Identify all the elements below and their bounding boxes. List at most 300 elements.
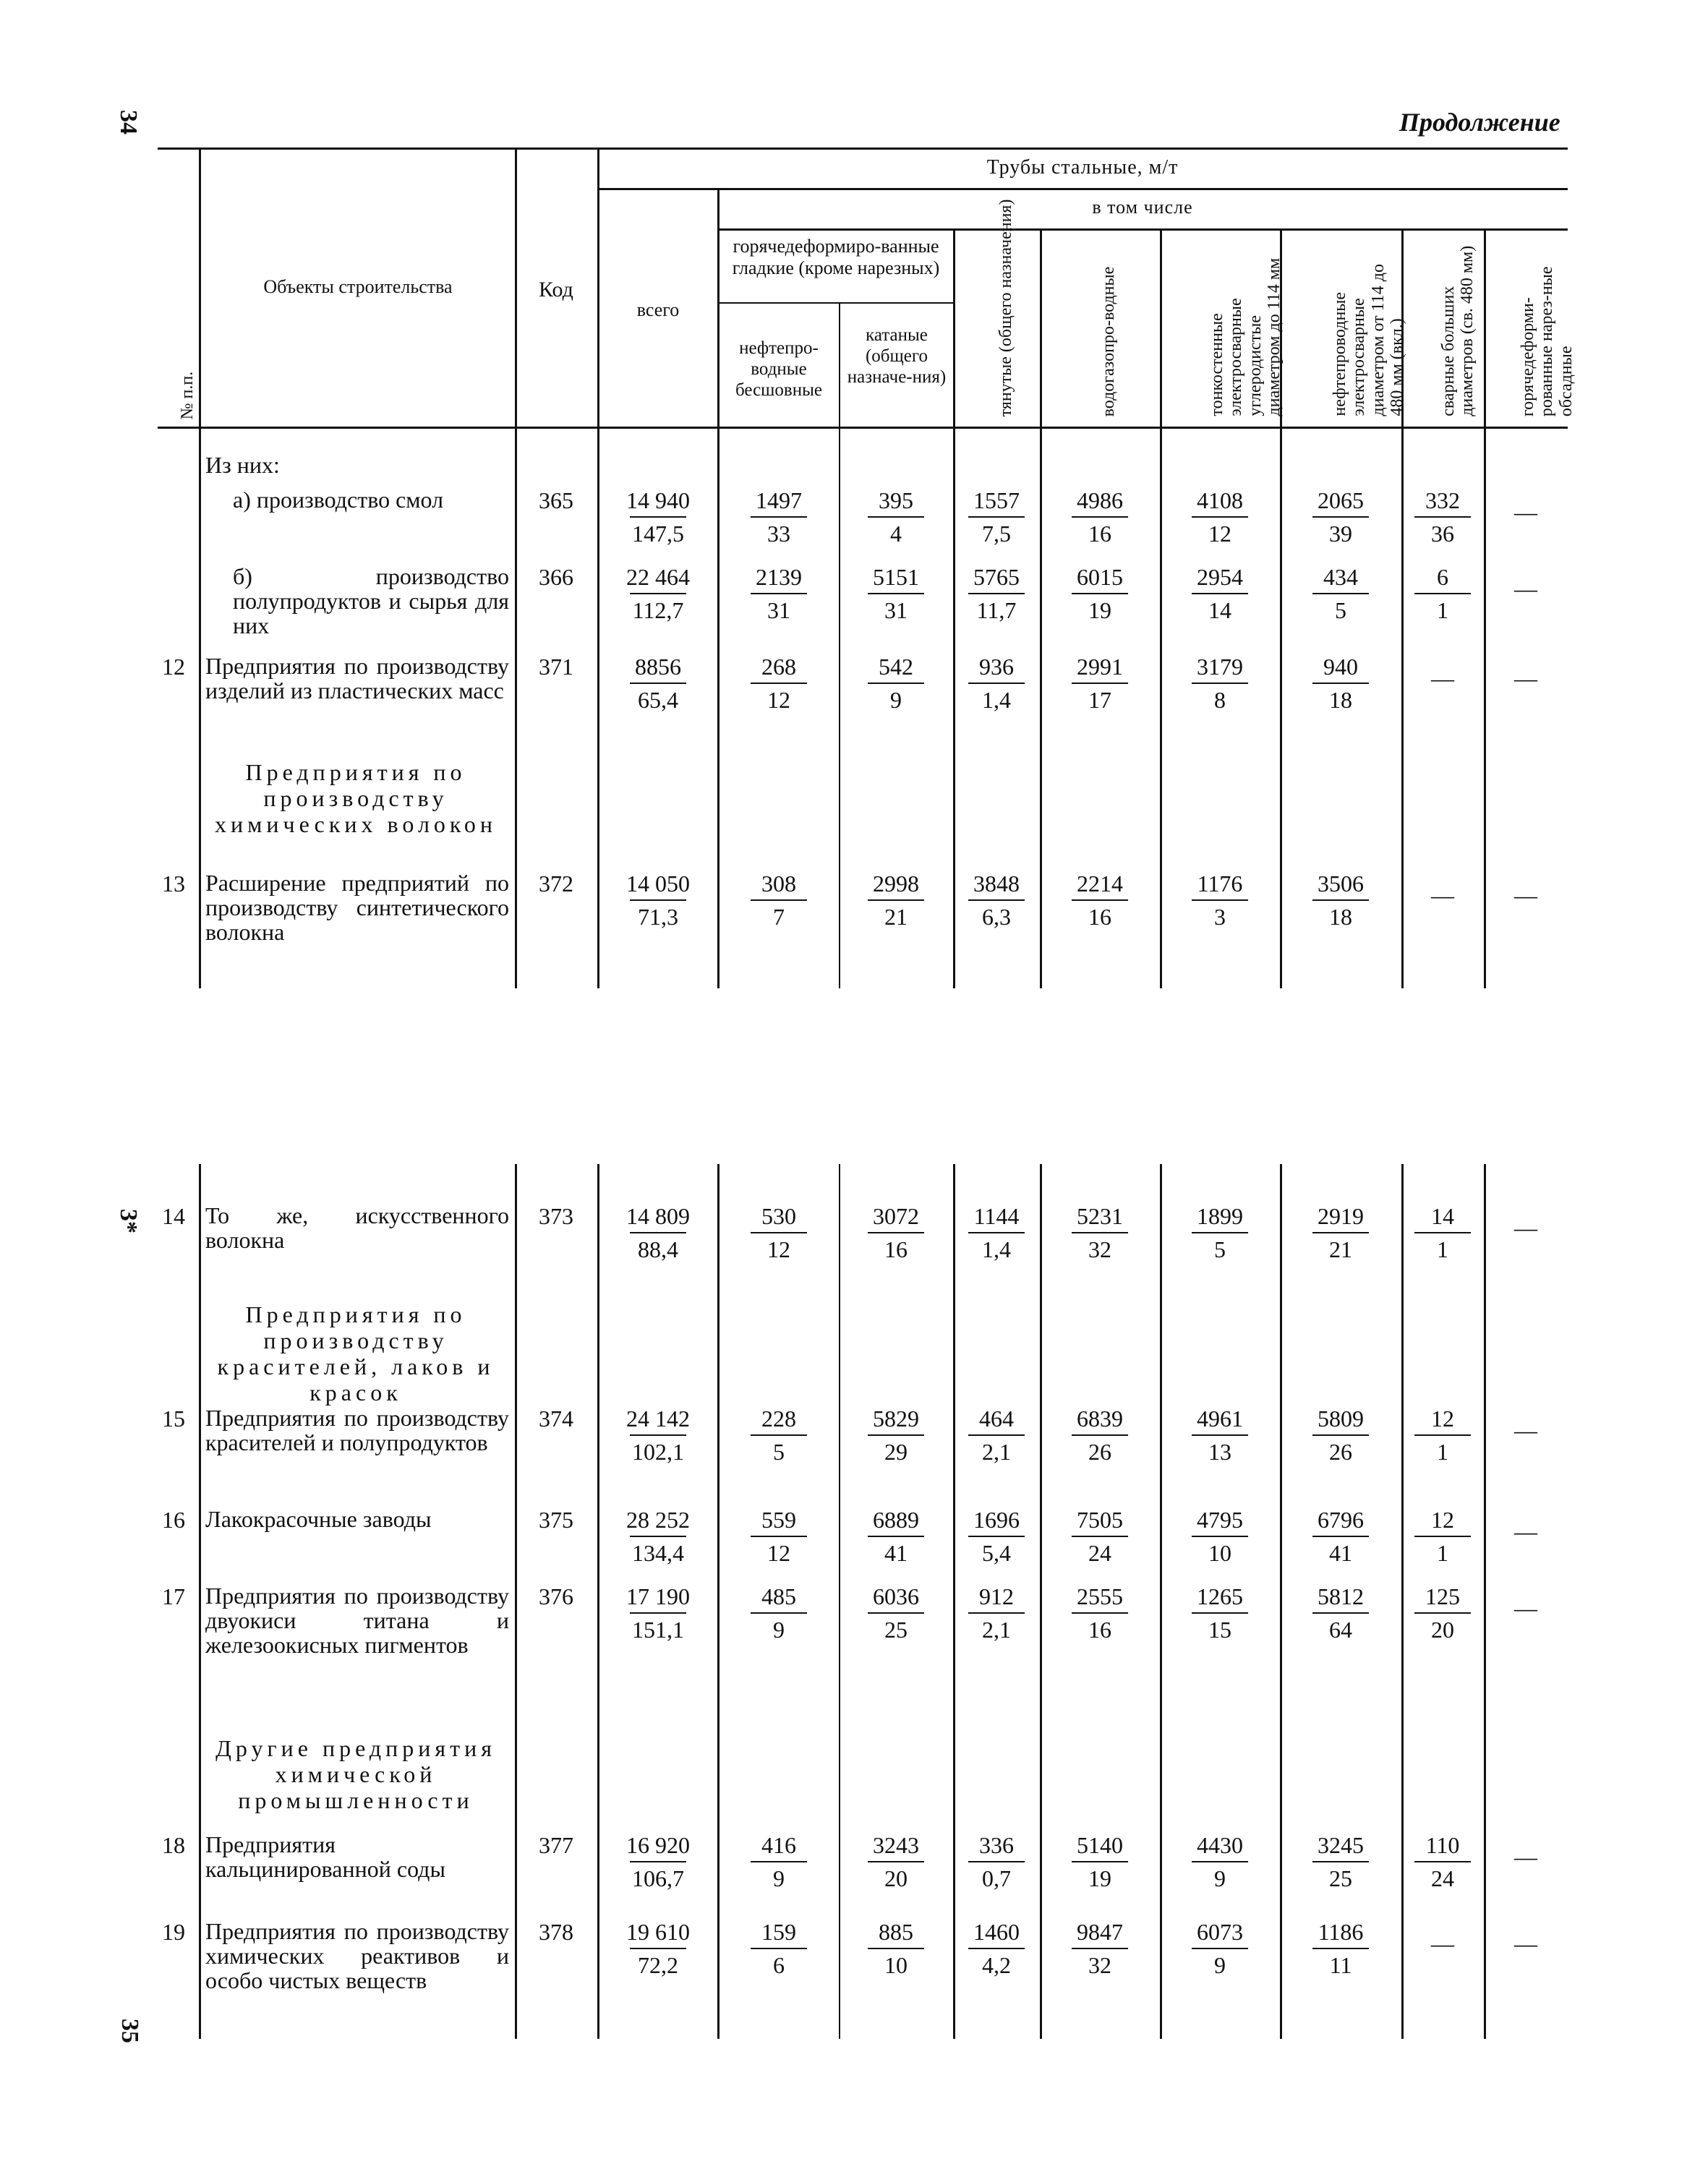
value-numerator: 3245 [1318, 1832, 1364, 1858]
row-value [604, 484, 712, 549]
page-number-top: 34 [115, 110, 142, 134]
value-denominator: 13 [1192, 1434, 1248, 1468]
value-denominator: 1 [1414, 1536, 1471, 1569]
body-vline-bot-5 [839, 1164, 840, 2039]
value-numerator: 485 [761, 1583, 796, 1609]
row-number: 17 [162, 1583, 185, 1609]
header-vline-5 [839, 304, 840, 428]
row-value [1046, 868, 1154, 933]
row-value [1046, 1504, 1154, 1569]
body-vline-bot-4 [717, 1164, 720, 2039]
value-denominator: 29 [868, 1434, 924, 1468]
row-number: 15 [162, 1406, 185, 1432]
value-denominator: 5 [1192, 1232, 1248, 1265]
section-heading: Другие предприятия химической промышленности [215, 1735, 496, 1813]
row-value [604, 1504, 712, 1569]
row-dash: — [1514, 882, 1537, 908]
value-denominator: 11 [1312, 1948, 1369, 1981]
row-dash: — [1514, 1417, 1537, 1443]
value-numerator: 940 [1323, 654, 1358, 680]
row-value [725, 1916, 833, 1981]
header-vline-8 [1160, 230, 1162, 428]
value-denominator: 9 [868, 683, 924, 716]
row-value [725, 561, 833, 626]
value-numerator: 19 610 [626, 1919, 690, 1945]
value-denominator: 24 [1414, 1861, 1471, 1894]
value-numerator: 9847 [1077, 1919, 1123, 1945]
row-value [725, 1504, 833, 1569]
row-value [942, 1829, 1051, 1894]
value-denominator: 21 [1312, 1232, 1369, 1265]
value-numerator: 268 [761, 654, 796, 680]
value-denominator: 36 [1414, 516, 1471, 549]
row-value [1046, 484, 1154, 549]
body-vline-top-5 [839, 428, 840, 988]
body-vline-top-9 [1280, 428, 1282, 988]
row-dash: — [1431, 1930, 1454, 1956]
value-numerator: 2998 [873, 870, 919, 897]
row-value [725, 1403, 833, 1468]
value-denominator: 9 [1192, 1948, 1248, 1981]
value-numerator: 7505 [1077, 1507, 1123, 1533]
row-number: 16 [162, 1507, 185, 1533]
body-vline-top-8 [1160, 428, 1162, 988]
row-label: а) производство смол [233, 487, 444, 513]
header-vline-1 [199, 149, 201, 428]
value-denominator: 32 [1072, 1232, 1128, 1265]
value-numerator: 2555 [1077, 1583, 1123, 1609]
value-denominator: 16 [868, 1232, 924, 1265]
value-denominator: 15 [1192, 1612, 1248, 1646]
value-denominator: 20 [868, 1861, 924, 1894]
row-value [1166, 1504, 1274, 1569]
value-denominator: 12 [751, 1536, 807, 1569]
value-numerator: 912 [979, 1583, 1014, 1609]
body-vline-bot-3 [597, 1164, 599, 2039]
row-value [1046, 1829, 1154, 1894]
row-code: 366 [539, 564, 573, 590]
value-numerator: 8856 [635, 654, 681, 680]
row-value [1286, 561, 1395, 626]
value-denominator: 0,7 [968, 1861, 1025, 1894]
value-denominator: 10 [868, 1948, 924, 1981]
value-denominator: 6,3 [968, 899, 1025, 933]
row-label: Предприятия по производству изделий из пластических масс [205, 653, 509, 703]
row-value [1166, 1403, 1274, 1468]
value-numerator: 22 464 [626, 564, 690, 590]
value-numerator: 228 [761, 1406, 796, 1432]
value-numerator: 336 [979, 1832, 1014, 1858]
row-value [1166, 1916, 1274, 1981]
value-denominator: 16 [1072, 1612, 1128, 1646]
row-value [1388, 1580, 1497, 1646]
value-numerator: 3848 [973, 870, 1020, 897]
header-oil-seamless: нефтепро-водные бесшовные [735, 338, 823, 400]
row-code: 365 [539, 487, 573, 513]
value-denominator: 32 [1072, 1948, 1128, 1981]
header-incl: в том числе [1092, 197, 1193, 218]
value-denominator: 9 [751, 1612, 807, 1646]
row-code: 373 [539, 1203, 573, 1229]
header-n: № п.п. [178, 371, 197, 419]
value-numerator: 12 [1431, 1406, 1454, 1432]
value-denominator: 41 [868, 1536, 924, 1569]
row-value [842, 651, 950, 716]
value-numerator: 6073 [1197, 1919, 1243, 1945]
value-denominator: 26 [1072, 1434, 1128, 1468]
value-denominator: 2,1 [968, 1434, 1025, 1468]
row-dash: — [1514, 1930, 1537, 1956]
value-numerator: 2954 [1197, 564, 1243, 590]
row-value [725, 1200, 833, 1265]
value-numerator: 12 [1431, 1507, 1454, 1533]
row-value [842, 1580, 950, 1646]
row-label: Расширение предприятий по производству синтетического волокна [205, 870, 509, 945]
value-numerator: 3179 [1197, 654, 1243, 680]
value-numerator: 559 [761, 1507, 796, 1533]
row-number: 12 [162, 654, 185, 680]
value-denominator: 4,2 [968, 1948, 1025, 1981]
value-denominator: 12 [751, 1232, 807, 1265]
header-vline-7 [1040, 230, 1042, 428]
value-denominator: 25 [868, 1612, 924, 1646]
row-value [1388, 1829, 1497, 1894]
row-label: Предприятия по производству красителей и полупродуктов [205, 1405, 509, 1455]
continuation-label: Продолжение [1399, 108, 1560, 137]
value-numerator: 17 190 [626, 1583, 690, 1609]
row-value [842, 868, 950, 933]
row-dash: — [1514, 1215, 1537, 1241]
value-denominator: 9 [1192, 1861, 1248, 1894]
row-value [842, 484, 950, 549]
row-value [942, 484, 1051, 549]
value-denominator: 24 [1072, 1536, 1128, 1569]
value-denominator: 25 [1312, 1861, 1369, 1894]
value-numerator: 125 [1425, 1583, 1460, 1609]
body-vline-bot-1 [199, 1164, 201, 2039]
body-vline-top-4 [717, 428, 720, 988]
row-label: Из них: [205, 452, 280, 478]
value-numerator: 4961 [1197, 1406, 1243, 1432]
value-denominator: 31 [868, 593, 924, 626]
value-denominator: 3 [1192, 899, 1248, 933]
value-numerator: 416 [761, 1832, 796, 1858]
row-code: 374 [539, 1406, 573, 1432]
value-numerator: 14 [1431, 1203, 1454, 1229]
row-number: 14 [162, 1203, 185, 1229]
value-numerator: 4795 [1197, 1507, 1243, 1533]
row-value [725, 1580, 833, 1646]
value-denominator: 112,7 [630, 593, 686, 626]
row-number: 13 [162, 870, 185, 897]
value-numerator: 332 [1425, 487, 1460, 513]
value-numerator: 110 [1425, 1832, 1460, 1858]
header-thin-wall: тонкостенные электросварные углеродистые диаметром до 114 мм [1208, 258, 1284, 416]
row-value [1046, 1916, 1154, 1981]
row-value [842, 1829, 950, 1894]
value-denominator: 31 [751, 593, 807, 626]
value-numerator: 6889 [873, 1507, 919, 1533]
row-value [725, 651, 833, 716]
row-value [1166, 561, 1274, 626]
value-denominator: 147,5 [630, 516, 686, 549]
value-denominator: 19 [1072, 1861, 1128, 1894]
header-top-rule [158, 147, 1568, 150]
value-denominator: 65,4 [630, 683, 686, 716]
value-denominator: 71,3 [630, 899, 686, 933]
row-value [1046, 1403, 1154, 1468]
value-numerator: 434 [1323, 564, 1358, 590]
value-numerator: 14 940 [626, 487, 690, 513]
value-numerator: 464 [979, 1406, 1014, 1432]
value-numerator: 5812 [1318, 1583, 1364, 1609]
value-numerator: 5231 [1077, 1203, 1123, 1229]
row-value [842, 561, 950, 626]
page-number-bottom: 35 [116, 2019, 143, 2043]
row-value [842, 1403, 950, 1468]
row-value [1286, 868, 1395, 933]
row-value [1286, 1916, 1395, 1981]
row-value [604, 1829, 712, 1894]
value-numerator: 2214 [1077, 870, 1123, 897]
row-value [1166, 1829, 1274, 1894]
value-denominator: 64 [1312, 1612, 1369, 1646]
header-bottom-rule [158, 427, 1568, 429]
value-numerator: 542 [879, 654, 913, 680]
header-drawn: тянутые (общего назначения) [996, 199, 1015, 416]
row-value [1286, 1829, 1395, 1894]
row-value [604, 1200, 712, 1265]
row-label: Лакокрасочные заводы [205, 1506, 432, 1532]
value-denominator: 12 [751, 683, 807, 716]
row-value [1388, 1200, 1497, 1265]
value-denominator: 41 [1312, 1536, 1369, 1569]
value-numerator: 2065 [1318, 487, 1364, 513]
header-hot-group: горячедеформиро-ванные гладкие (кроме нарезных) [732, 236, 940, 278]
row-value [1166, 868, 1274, 933]
row-value [1286, 1403, 1395, 1468]
value-numerator: 6015 [1077, 564, 1123, 590]
header-large-welded: сварные больших диаметров (св. 480 мм) [1439, 245, 1477, 416]
value-denominator: 6 [751, 1948, 807, 1981]
row-value [842, 1200, 950, 1265]
row-value [1286, 1200, 1395, 1265]
value-numerator: 5809 [1318, 1406, 1364, 1432]
header-code: Код [539, 278, 573, 301]
header-vline-2 [515, 149, 517, 428]
header-vline-4 [717, 189, 720, 428]
value-numerator: 1186 [1318, 1919, 1364, 1945]
value-numerator: 6839 [1077, 1406, 1123, 1432]
section-heading: Предприятия по производству химических волокон [215, 759, 497, 837]
header-vline-11 [1484, 230, 1486, 428]
row-value [1046, 651, 1154, 716]
value-numerator: 1557 [973, 487, 1020, 513]
value-denominator: 1 [1414, 1232, 1471, 1265]
row-value [942, 1916, 1051, 1981]
section-heading: Предприятия по производству красителей, лаков и красок [217, 1301, 495, 1406]
value-numerator: 2919 [1318, 1203, 1364, 1229]
value-numerator: 28 252 [626, 1507, 690, 1533]
row-value [942, 868, 1051, 933]
row-value [1046, 561, 1154, 626]
value-denominator: 10 [1192, 1536, 1248, 1569]
value-denominator: 33 [751, 516, 807, 549]
value-denominator: 1,4 [968, 683, 1025, 716]
value-numerator: 308 [761, 870, 796, 897]
row-value [1388, 1403, 1497, 1468]
row-dash: — [1431, 882, 1454, 908]
value-denominator: 18 [1312, 683, 1369, 716]
value-denominator: 5 [751, 1434, 807, 1468]
value-numerator: 6796 [1318, 1507, 1364, 1533]
row-label: Предприятия по производству двуокиси титана и железоокисных пигментов [205, 1583, 509, 1658]
body-vline-top-1 [199, 428, 201, 988]
row-value [604, 1403, 712, 1468]
value-numerator: 2139 [756, 564, 802, 590]
row-value [725, 1829, 833, 1894]
value-numerator: 14 050 [626, 870, 690, 897]
row-value [604, 1916, 712, 1981]
value-numerator: 1696 [973, 1507, 1020, 1533]
value-denominator: 16 [1072, 516, 1128, 549]
row-value [942, 1403, 1051, 1468]
value-numerator: 5151 [873, 564, 919, 590]
value-denominator: 7 [751, 899, 807, 933]
row-value [604, 868, 712, 933]
row-number: 19 [162, 1919, 185, 1945]
header-water-gas: водогазопро-водные [1099, 266, 1118, 416]
value-numerator: 4108 [1197, 487, 1243, 513]
header-objects: Объекты строительства [263, 276, 453, 297]
value-numerator: 2991 [1077, 654, 1123, 680]
row-dash: — [1514, 1518, 1537, 1544]
row-value [1286, 1504, 1395, 1569]
row-label: Предприятия по производству химических реактивов и особо чистых веществ [205, 1918, 509, 1993]
value-numerator: 4986 [1077, 487, 1123, 513]
row-value [1166, 1580, 1274, 1646]
row-value [725, 484, 833, 549]
body-vline-bot-2 [515, 1164, 517, 2039]
value-denominator: 5 [1312, 593, 1369, 626]
value-denominator: 151,1 [630, 1612, 686, 1646]
row-value [942, 561, 1051, 626]
row-dash: — [1514, 1844, 1537, 1870]
value-numerator: 24 142 [626, 1406, 690, 1432]
row-value [1166, 651, 1274, 716]
value-numerator: 6036 [873, 1583, 919, 1609]
value-denominator: 134,4 [630, 1536, 686, 1569]
row-value [604, 651, 712, 716]
row-value [842, 1916, 950, 1981]
row-dash: — [1514, 1595, 1537, 1621]
value-denominator: 19 [1072, 593, 1128, 626]
header-hot-casing: горячедеформи-рованные нарез-ные обсадные [1519, 266, 1576, 416]
value-numerator: 1899 [1197, 1203, 1243, 1229]
value-denominator: 12 [1192, 516, 1248, 549]
row-code: 378 [539, 1919, 573, 1945]
row-value [725, 868, 833, 933]
row-value [1388, 1504, 1497, 1569]
value-numerator: 159 [761, 1919, 796, 1945]
row-code: 375 [539, 1507, 573, 1533]
value-numerator: 16 920 [626, 1832, 690, 1858]
value-numerator: 885 [879, 1919, 913, 1945]
row-value [604, 561, 712, 626]
row-value [1388, 484, 1497, 549]
value-numerator: 1144 [973, 1203, 1020, 1229]
value-denominator: 1 [1414, 1434, 1471, 1468]
row-value [604, 1580, 712, 1646]
value-numerator: 3243 [873, 1832, 919, 1858]
row-value [942, 651, 1051, 716]
row-label: б) производство полупродуктов и сырья для них [233, 563, 509, 638]
body-vline-bot-8 [1160, 1164, 1162, 2039]
header-total: всего [636, 299, 680, 320]
value-denominator: 18 [1312, 899, 1369, 933]
value-denominator: 106,7 [630, 1861, 686, 1894]
value-numerator: 936 [979, 654, 1014, 680]
value-denominator: 20 [1414, 1612, 1471, 1646]
row-label: Предприятия кальцинированной соды [205, 1831, 445, 1882]
row-value [1166, 1200, 1274, 1265]
row-code: 376 [539, 1583, 573, 1609]
row-value [942, 1580, 1051, 1646]
value-denominator: 17 [1072, 683, 1128, 716]
value-denominator: 8 [1192, 683, 1248, 716]
value-numerator: 1460 [973, 1919, 1020, 1945]
row-value [1166, 484, 1274, 549]
row-value [1046, 1200, 1154, 1265]
header-vline-3 [597, 149, 599, 428]
row-number: 18 [162, 1832, 185, 1858]
value-numerator: 5140 [1077, 1832, 1123, 1858]
body-vline-top-2 [515, 428, 517, 988]
value-denominator: 88,4 [630, 1232, 686, 1265]
row-label: То же, искусственного волокна [205, 1202, 509, 1253]
row-code: 377 [539, 1832, 573, 1858]
row-code: 372 [539, 870, 573, 897]
value-numerator: 6 [1437, 564, 1448, 590]
hot-group-rule [717, 302, 953, 304]
value-denominator: 39 [1312, 516, 1369, 549]
value-numerator: 395 [879, 487, 913, 513]
header-pipes: Трубы стальные, м/т [986, 156, 1179, 179]
value-denominator: 9 [751, 1861, 807, 1894]
value-denominator: 16 [1072, 899, 1128, 933]
header-oil-welded: нефтепроводные электросварные диаметром от 114 до 480 мм (вкл.) [1331, 264, 1407, 416]
row-code: 371 [539, 654, 573, 680]
value-numerator: 530 [761, 1203, 796, 1229]
value-denominator: 2,1 [968, 1612, 1025, 1646]
body-vline-top-3 [597, 428, 599, 988]
header-rolled: катаные (общего назначе-ния) [847, 325, 947, 387]
row-value [1286, 651, 1395, 716]
value-denominator: 11,7 [968, 593, 1025, 626]
value-denominator: 102,1 [630, 1434, 686, 1468]
value-numerator: 5829 [873, 1406, 919, 1432]
value-denominator: 1,4 [968, 1232, 1025, 1265]
row-dash: — [1514, 665, 1537, 691]
value-denominator: 5,4 [968, 1536, 1025, 1569]
value-numerator: 1497 [756, 487, 802, 513]
row-dash: — [1431, 665, 1454, 691]
value-numerator: 1176 [1197, 870, 1243, 897]
row-value [1286, 1580, 1395, 1646]
value-denominator: 7,5 [968, 516, 1025, 549]
value-denominator: 26 [1312, 1434, 1369, 1468]
body-vline-bot-9 [1280, 1164, 1282, 2039]
